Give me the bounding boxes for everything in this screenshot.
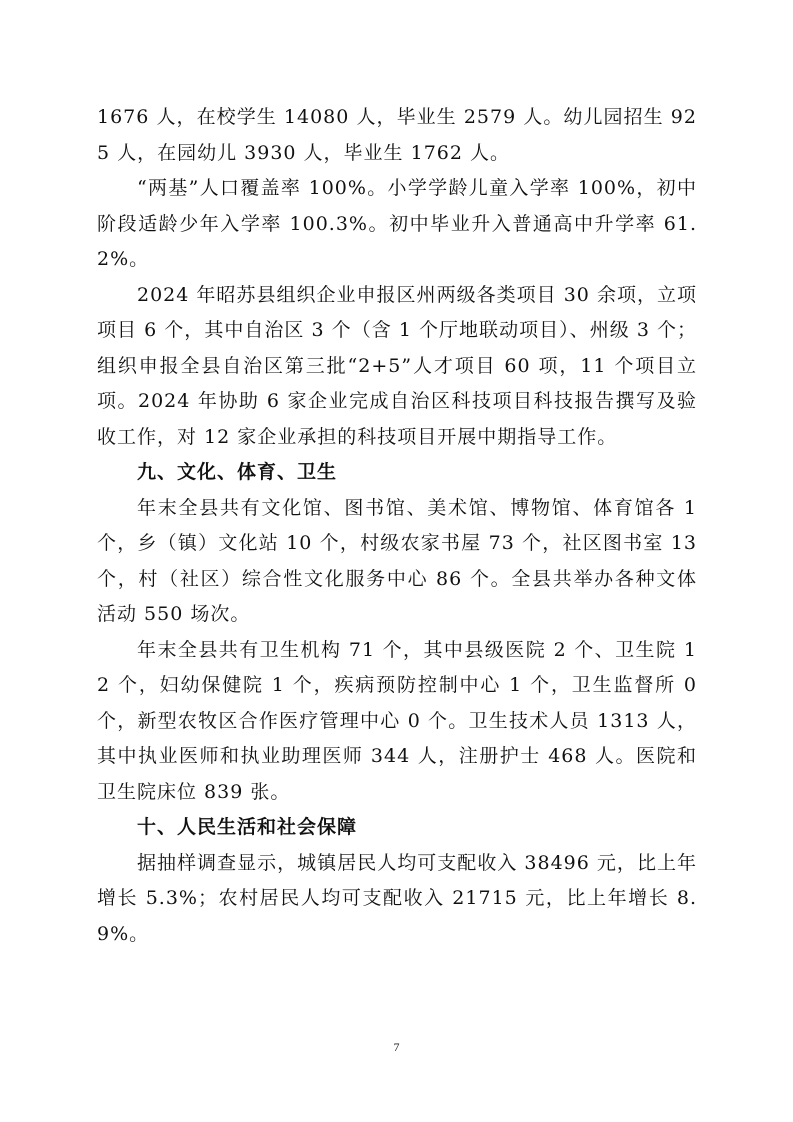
page-number: 7 — [393, 1040, 400, 1054]
section-heading-living-social-security: 十、人民生活和社会保障 — [137, 816, 358, 838]
paragraph-enrollment-rates: “两基”人口覆盖率 100%。小学学龄儿童入学率 100%，初中阶段适龄少年入学率 100.3%。初中毕业升入普通高中升学率 61.2%。 — [97, 177, 697, 270]
page-body — [97, 100, 697, 952]
paragraph-science-projects: 2024 年昭苏县组织企业申报区州两级各类项目 30 余项，立项项目 6 个，其中自治区 3 个（含 1 个厅地联动项目）、州级 3 个；组织申报全县自治区第三批“2+5”人才项目 60 项，11 个项目立项。2024 年协助 6 家企业完成自治区科技项目科技报告撰写及验收工作，对 12 家企业承担的科技项目开展中期指导工作。 — [97, 283, 697, 448]
paragraph-health-institutions: 年末全县共有卫生机构 71 个，其中县级医院 2 个、卫生院 12 个，妇幼保健院 1 个，疾病预防控制中心 1 个，卫生监督所 0 个，新型农牧区合作医疗管理中心 0 个。卫生技术人员 1313 人，其中执业医师和执业助理医师 344 人，注册护士 468 人。医院和卫生院床位 839 张。 — [97, 638, 697, 803]
paragraph-enrollment-continued: 1676 人，在校学生 14080 人，毕业生 2579 人。幼儿园招生 925 人，在园幼儿 3930 人，毕业生 1762 人。 — [97, 106, 697, 164]
paragraph-culture-facilities: 年末全县共有文化馆、图书馆、美术馆、博物馆、体育馆各 1 个，乡（镇）文化站 10 个，村级农家书屋 73 个，社区图书室 13 个，村（社区）综合性文化服务中心 86 个。全县共举办各种文体活动 550 场次。 — [97, 496, 697, 625]
paragraph-resident-income: 据抽样调查显示，城镇居民人均可支配收入 38496 元，比上年增长 5.3%；农村居民人均可支配收入 21715 元，比上年增长 8.9%。 — [97, 851, 697, 945]
section-heading-culture-sports-health: 九、文化、体育、卫生 — [137, 461, 338, 483]
